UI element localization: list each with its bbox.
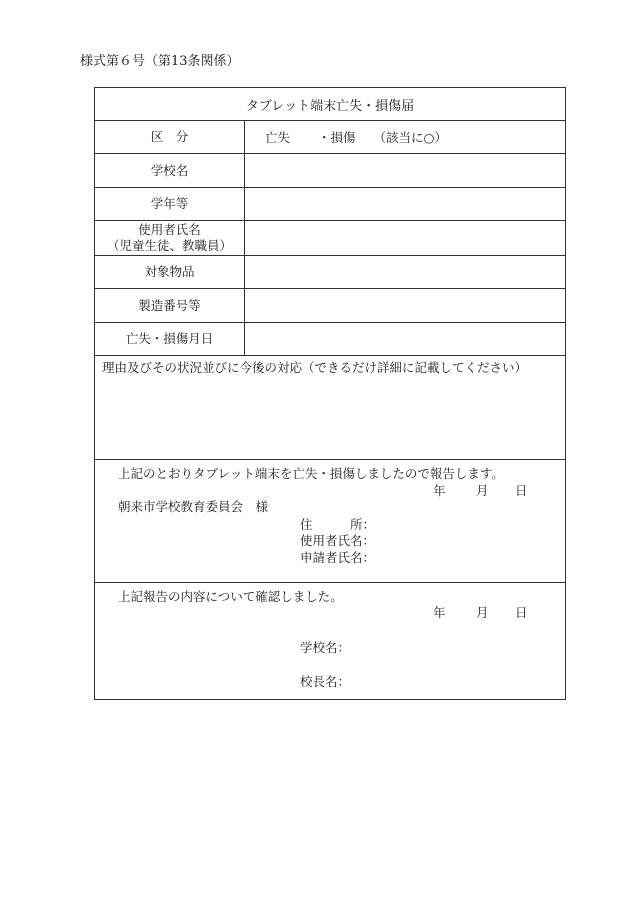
category-note: （該当に○）: [373, 130, 447, 145]
school-name-row: [95, 154, 565, 188]
user-name-field[interactable]: [245, 221, 565, 255]
report-day: 日: [515, 483, 528, 498]
address-label: 住 所：: [300, 517, 376, 532]
reason-section[interactable]: [95, 356, 565, 460]
report-statement: 上記のとおりタブレット端末を亡失・損傷しましたので報告します。: [118, 466, 504, 481]
confirm-year: 年: [433, 605, 446, 620]
reason-label: 理由及びその状況並びに今後の対応（できるだけ詳細に記載してください）: [102, 360, 528, 375]
serial-row: [95, 289, 565, 323]
loss-date-row: [95, 323, 565, 356]
school-name-label: 学校名: [95, 154, 245, 187]
user-name-label-line2: （児童生徒、教職員）: [106, 238, 232, 253]
applicant-name-label: 申請者氏名：: [300, 550, 376, 565]
item-row: [95, 256, 565, 289]
serial-field[interactable]: [245, 289, 565, 322]
grade-label: 学年等: [95, 188, 245, 220]
loss-date-field[interactable]: [245, 323, 565, 355]
form-title: タブレット端末亡失・損傷届: [95, 88, 565, 121]
user-name-sign-label: 使用者氏名：: [300, 533, 376, 548]
item-field[interactable]: [245, 256, 565, 288]
form-number: 様式第６号（第13条関係）: [80, 54, 240, 69]
report-month: 月: [476, 483, 489, 498]
school-name-field[interactable]: [245, 154, 565, 187]
option-damaged[interactable]: ・損傷: [318, 130, 356, 145]
grade-row: [95, 188, 565, 221]
confirm-statement: 上記報告の内容について確認しました。: [118, 589, 343, 604]
report-form: [94, 87, 566, 700]
user-name-row: [95, 221, 565, 256]
serial-label: 製造番号等: [95, 289, 245, 322]
category-label: 区 分: [95, 121, 245, 153]
confirm-day: 日: [515, 605, 528, 620]
confirm-section: [95, 583, 565, 703]
grade-field[interactable]: [245, 188, 565, 220]
user-name-label-line1: 使用者氏名: [138, 222, 201, 237]
user-name-label: [95, 221, 245, 255]
confirm-school-label: 学校名：: [300, 640, 351, 655]
item-label: 対象物品: [95, 256, 245, 288]
category-row: [95, 121, 565, 154]
report-year: 年: [433, 483, 446, 498]
category-value[interactable]: [245, 121, 565, 153]
confirm-month: 月: [476, 605, 489, 620]
option-lost[interactable]: 亡失: [265, 130, 291, 145]
principal-label: 校長名：: [300, 674, 351, 689]
loss-date-label: 亡失・損傷月日: [95, 323, 245, 355]
report-addressee: 朝来市学校教育委員会 様: [118, 499, 269, 514]
report-section: [95, 460, 565, 583]
